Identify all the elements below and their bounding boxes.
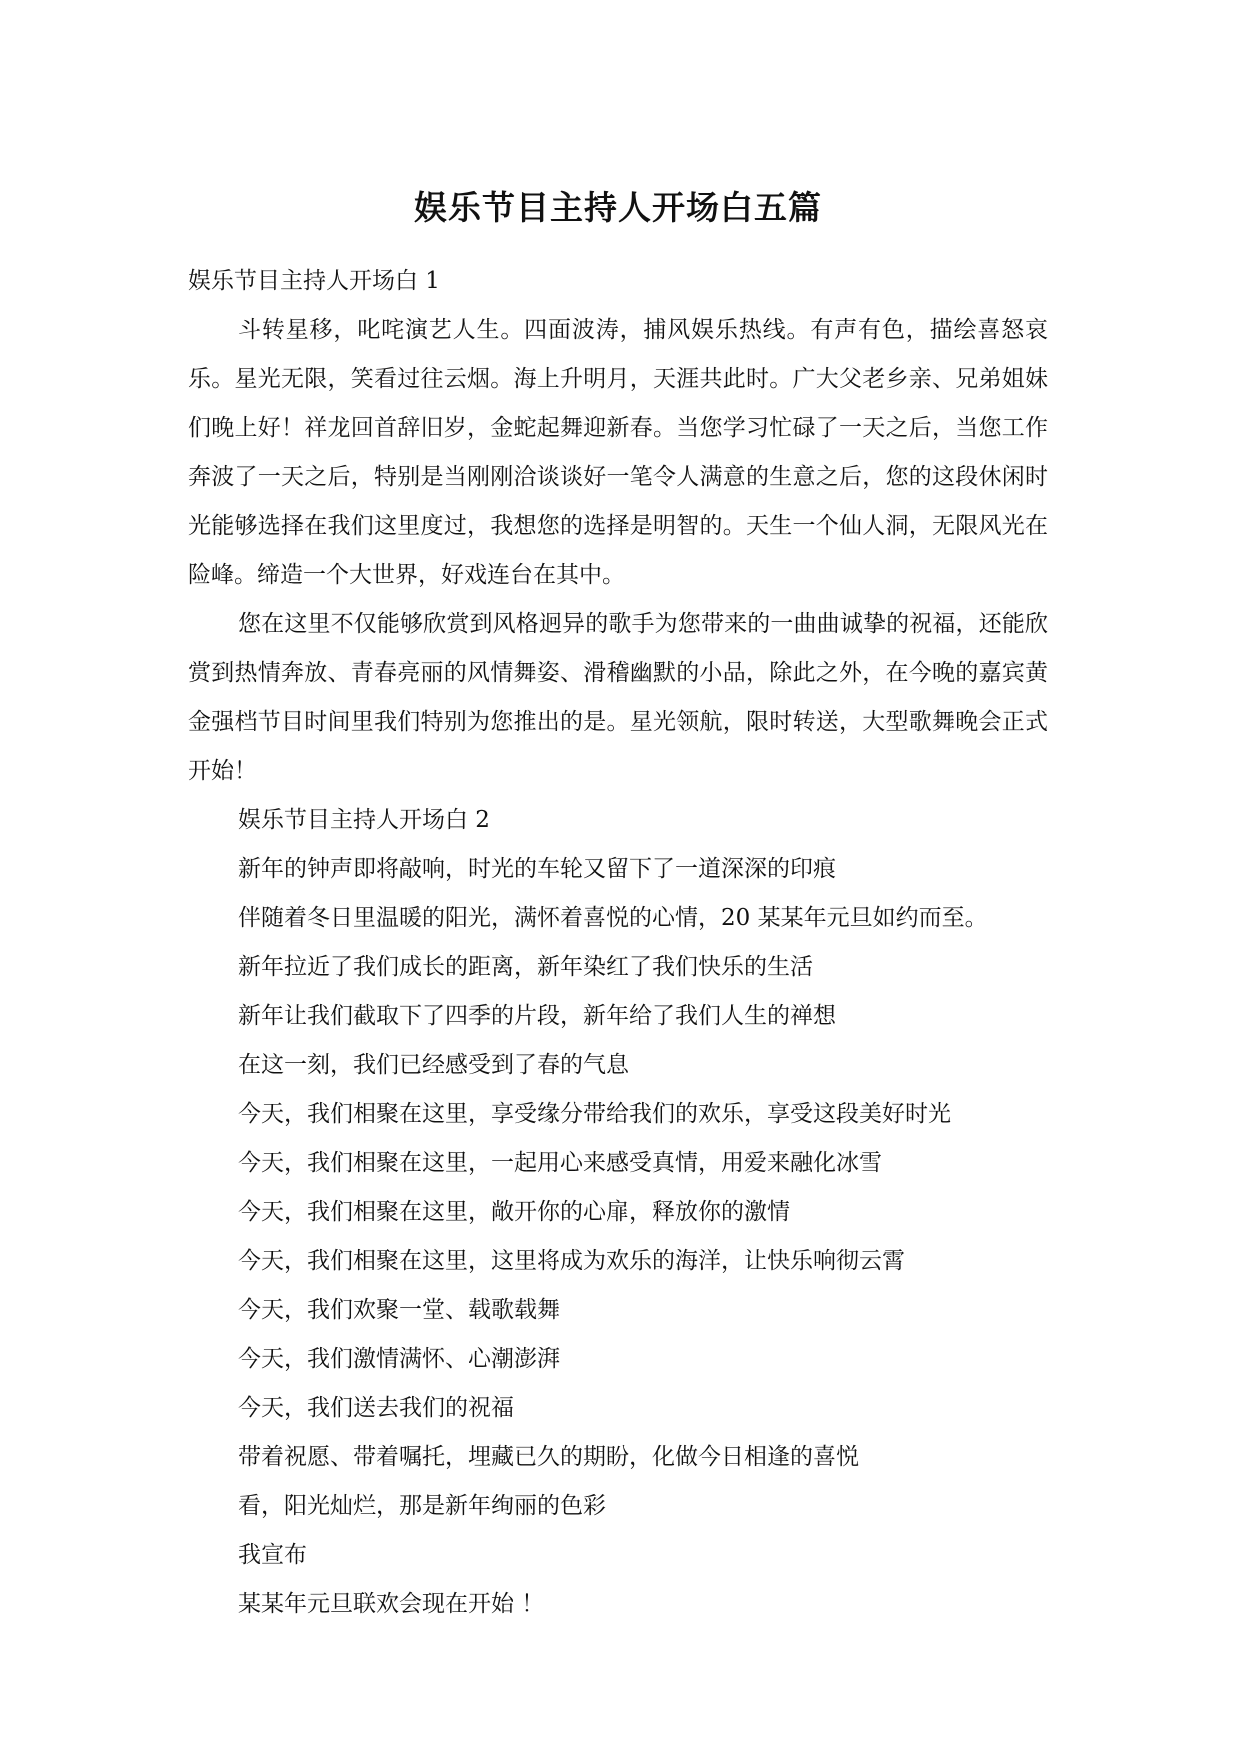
section-2-line: 今天，我们送去我们的祝福 <box>238 1395 514 1421</box>
section-2-line: 我宣布 <box>238 1542 307 1568</box>
section-2-line: 某某年元旦联欢会现在开始 ！ <box>238 1591 545 1617</box>
section-2-line: 新年让我们截取下了四季的片段，新年给了我们人生的禅想 <box>238 1003 836 1029</box>
section-1-heading: 娱乐节目主持人开场白 1 <box>188 268 440 294</box>
section-1-paragraph: 斗转星移，叱咤演艺人生。四面波涛，捕风娱乐热线。有声有色，描绘喜怒哀乐。星光无限，笑看过往云烟。海上升明月，天涯共此时。广大父老乡亲、兄弟姐妹们晚上好！祥龙回首辞旧岁，金蛇起舞迎新春。当您学习忙碌了一天之后，当您工作奔波了一天之后，特别是当刚刚洽谈谈好一笔令人满意的生意之后，您的这段休闲时光能够选择在我们这里度过，我想您的选择是明智的。天生一个仙人洞，无限风光在险峰。缔造一个大世界，好戏连台在其中。 <box>188 317 1048 588</box>
section-2-line: 今天，我们相聚在这里，这里将成为欢乐的海洋，让快乐响彻云霄 <box>238 1248 905 1274</box>
section-2-line: 今天，我们相聚在这里，敞开你的心扉，释放你的激情 <box>238 1199 790 1225</box>
section-2-line: 今天，我们相聚在这里，一起用心来感受真情，用爱来融化冰雪 <box>238 1150 882 1176</box>
section-2-line: 看，阳光灿烂，那是新年绚丽的色彩 <box>238 1493 606 1519</box>
section-2-line: 伴随着冬日里温暖的阳光，满怀着喜悦的心情，20 某某年元旦如约而至。 <box>238 905 988 931</box>
section-2-line: 新年的钟声即将敲响，时光的车轮又留下了一道深深的印痕 <box>238 856 836 882</box>
document-page <box>188 0 1048 1754</box>
section-2-line: 今天，我们相聚在这里，享受缘分带给我们的欢乐，享受这段美好时光 <box>238 1101 951 1127</box>
section-2-line: 今天，我们欢聚一堂、载歌载舞 <box>238 1297 560 1323</box>
section-2-heading: 娱乐节目主持人开场白 2 <box>238 807 490 833</box>
section-2-line: 带着祝愿、带着嘱托，埋藏已久的期盼，化做今日相逢的喜悦 <box>238 1444 859 1470</box>
section-2-line: 在这一刻，我们已经感受到了春的气息 <box>238 1052 629 1078</box>
section-2-line: 今天，我们激情满怀、心潮澎湃 <box>238 1346 560 1372</box>
document-title: 娱乐节目主持人开场白五篇 <box>414 188 822 227</box>
section-1-paragraph: 您在这里不仅能够欣赏到风格迥异的歌手为您带来的一曲曲诚挚的祝福，还能欣赏到热情奔放、青春亮丽的风情舞姿、滑稽幽默的小品，除此之外，在今晚的嘉宾黄金强档节目时间里我们特别为您推出的是。星光领航，限时转送，大型歌舞晚会正式开始！ <box>188 611 1048 784</box>
document-body <box>188 257 1048 1629</box>
section-2-line: 新年拉近了我们成长的距离，新年染红了我们快乐的生活 <box>238 954 813 980</box>
